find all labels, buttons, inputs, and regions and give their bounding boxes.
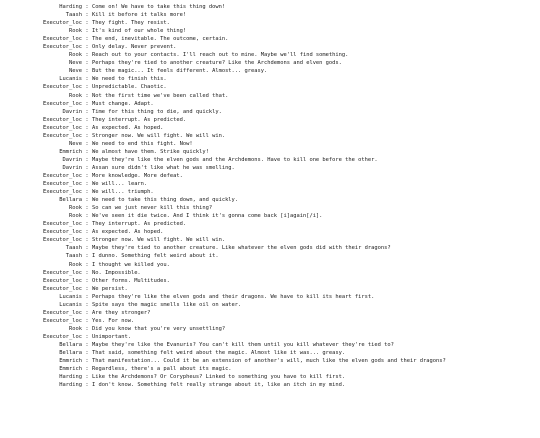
dialogue-text: Maybe they're tied to another creature. Like whatever the elven gods did with their dragons? bbox=[92, 245, 391, 252]
dialogue-text: More knowledge. More defeat. bbox=[92, 172, 183, 179]
speaker-name: Executor_loc bbox=[43, 116, 82, 123]
dialogue-text: Only delay. Never prevent. bbox=[92, 44, 177, 51]
dialogue-text: Maybe they're like the Evanuris? You can't kill them until you kill whatever they're tied to? bbox=[92, 341, 394, 348]
dialogue-line bbox=[0, 172, 540, 180]
speaker-name: Executor_loc bbox=[43, 237, 82, 244]
speaker-name: Neve bbox=[69, 140, 82, 147]
speaker-separator: : bbox=[85, 229, 89, 236]
dialogue-line bbox=[0, 124, 540, 132]
speaker-name: Executor_loc bbox=[43, 309, 82, 316]
dialogue-text: Unimportant. bbox=[92, 333, 131, 340]
speaker-separator: : bbox=[85, 156, 89, 163]
speaker-name: Neve bbox=[69, 60, 82, 67]
speaker-name: Harding bbox=[59, 382, 82, 389]
speaker-separator: : bbox=[85, 92, 89, 99]
speaker-separator: : bbox=[85, 140, 89, 147]
speaker-name: Lucanis bbox=[59, 301, 82, 308]
dialogue-text: Not the first time we've been called that. bbox=[92, 92, 229, 99]
speaker-separator: : bbox=[85, 84, 89, 91]
dialogue-text: That said, something felt weird about the magic. Almost like it was... greasy. bbox=[92, 350, 346, 357]
dialogue-text: Other forms. Multitudes. bbox=[92, 277, 170, 284]
speaker-separator: : bbox=[85, 116, 89, 123]
dialogue-line bbox=[0, 59, 540, 67]
dialogue-text: Regardless, there's a pall about its magic. bbox=[92, 366, 232, 373]
speaker-name: Executor_loc bbox=[43, 317, 82, 324]
speaker-separator: : bbox=[85, 164, 89, 171]
speaker-name: Taash bbox=[65, 12, 82, 19]
dialogue-text: Unpredictable. Chaotic. bbox=[92, 84, 167, 91]
dialogue-text: Did you know that you're very unsettling? bbox=[92, 325, 226, 332]
speaker-name: Harding bbox=[59, 4, 82, 10]
dialogue-line bbox=[0, 196, 540, 204]
speaker-name: Taash bbox=[65, 253, 82, 260]
dialogue-text: Spite says the magic smells like oil on water. bbox=[92, 301, 242, 308]
dialogue-line bbox=[0, 19, 540, 27]
speaker-separator: : bbox=[85, 277, 89, 284]
dialogue-line bbox=[0, 365, 540, 373]
speaker-name: Executor_loc bbox=[43, 181, 82, 188]
dialogue-text: We need to finish this. bbox=[92, 76, 167, 83]
speaker-separator: : bbox=[85, 382, 89, 389]
speaker-name: Rook bbox=[69, 92, 82, 99]
speaker-name: Davrin bbox=[62, 156, 82, 163]
dialogue-text: So can we just never kill this thing? bbox=[92, 205, 213, 212]
dialogue-text: We need to take this thing down, and quickly. bbox=[92, 197, 239, 204]
speaker-separator: : bbox=[85, 28, 89, 35]
speaker-name: Executor_loc bbox=[43, 189, 82, 196]
dialogue-line bbox=[0, 325, 540, 333]
dialogue-line bbox=[0, 188, 540, 196]
dialogue-line bbox=[0, 164, 540, 172]
speaker-name: Taash bbox=[65, 245, 82, 252]
speaker-separator: : bbox=[85, 76, 89, 83]
speaker-name: Harding bbox=[59, 374, 82, 381]
speaker-separator: : bbox=[85, 245, 89, 252]
dialogue-text: No. Impossible. bbox=[92, 269, 141, 276]
speaker-separator: : bbox=[85, 44, 89, 51]
speaker-separator: : bbox=[85, 237, 89, 244]
dialogue-text: Like the Archdemons? Or Corypheus? Linked to something you have to kill first. bbox=[92, 374, 346, 381]
speaker-separator: : bbox=[85, 52, 89, 59]
speaker-separator: : bbox=[85, 4, 89, 10]
dialogue-line bbox=[0, 3, 540, 11]
dialogue-text: Must change. Adapt. bbox=[92, 100, 154, 107]
speaker-name: Executor_loc bbox=[43, 100, 82, 107]
speaker-separator: : bbox=[85, 221, 89, 228]
dialogue-text: I dunno. Something felt weird about it. bbox=[92, 253, 219, 260]
dialogue-line bbox=[0, 357, 540, 365]
speaker-separator: : bbox=[85, 333, 89, 340]
speaker-separator: : bbox=[85, 124, 89, 131]
dialogue-text: They fight. They resist. bbox=[92, 20, 170, 27]
speaker-name: Rook bbox=[69, 205, 82, 212]
speaker-name: Neve bbox=[69, 68, 82, 75]
speaker-separator: : bbox=[85, 358, 89, 365]
dialogue-line bbox=[0, 285, 540, 293]
speaker-name: Rook bbox=[69, 325, 82, 332]
dialogue-line bbox=[0, 212, 540, 220]
speaker-separator: : bbox=[85, 181, 89, 188]
speaker-name: Davrin bbox=[62, 164, 82, 171]
speaker-name: Emmrich bbox=[59, 366, 82, 373]
dialogue-line bbox=[0, 148, 540, 156]
speaker-separator: : bbox=[85, 172, 89, 179]
dialogue-line bbox=[0, 35, 540, 43]
speaker-name: Executor_loc bbox=[43, 124, 82, 131]
speaker-separator: : bbox=[85, 100, 89, 107]
speaker-separator: : bbox=[85, 20, 89, 27]
speaker-name: Lucanis bbox=[59, 76, 82, 83]
dialogue-line bbox=[0, 269, 540, 277]
speaker-name: Rook bbox=[69, 52, 82, 59]
speaker-name: Executor_loc bbox=[43, 269, 82, 276]
speaker-separator: : bbox=[85, 60, 89, 67]
dialogue-text: As expected. As hoped. bbox=[92, 229, 164, 236]
dialogue-log bbox=[0, 3, 540, 389]
speaker-name: Executor_loc bbox=[43, 132, 82, 139]
speaker-name: Executor_loc bbox=[43, 221, 82, 228]
dialogue-line bbox=[0, 261, 540, 269]
speaker-name: Bellara bbox=[59, 197, 82, 204]
speaker-name: Bellara bbox=[59, 341, 82, 348]
speaker-separator: : bbox=[85, 132, 89, 139]
dialogue-line bbox=[0, 309, 540, 317]
dialogue-text: Perhaps they're like the elven gods and their dragons. We have to kill its heart first. bbox=[92, 293, 375, 300]
dialogue-text: Time for this thing to die, and quickly. bbox=[92, 108, 222, 115]
speaker-separator: : bbox=[85, 301, 89, 308]
dialogue-text: We need to end this fight. Now! bbox=[92, 140, 193, 147]
speaker-separator: : bbox=[85, 68, 89, 75]
speaker-name: Emmrich bbox=[59, 358, 82, 365]
dialogue-line bbox=[0, 293, 540, 301]
speaker-separator: : bbox=[85, 108, 89, 115]
dialogue-text: As expected. As hoped. bbox=[92, 124, 164, 131]
dialogue-line bbox=[0, 108, 540, 116]
dialogue-text: We've seen it die twice. And I think it's gonna come back [i]again[/i]. bbox=[92, 213, 323, 220]
dialogue-line bbox=[0, 83, 540, 91]
dialogue-line bbox=[0, 349, 540, 357]
speaker-separator: : bbox=[85, 341, 89, 348]
speaker-separator: : bbox=[85, 293, 89, 300]
dialogue-text: Yes. For now. bbox=[92, 317, 135, 324]
dialogue-line bbox=[0, 92, 540, 100]
speaker-separator: : bbox=[85, 148, 89, 155]
dialogue-line bbox=[0, 140, 540, 148]
speaker-separator: : bbox=[85, 285, 89, 292]
speaker-name: Rook bbox=[69, 213, 82, 220]
speaker-name: Bellara bbox=[59, 350, 82, 357]
speaker-name: Rook bbox=[69, 261, 82, 268]
speaker-name: Executor_loc bbox=[43, 20, 82, 27]
speaker-separator: : bbox=[85, 309, 89, 316]
speaker-separator: : bbox=[85, 12, 89, 19]
dialogue-text: We persist. bbox=[92, 285, 128, 292]
dialogue-text: Come on! We have to take this thing down! bbox=[92, 4, 226, 10]
speaker-name: Executor_loc bbox=[43, 229, 82, 236]
dialogue-line bbox=[0, 116, 540, 124]
dialogue-line bbox=[0, 252, 540, 260]
dialogue-text: They interrupt. As predicted. bbox=[92, 221, 187, 228]
speaker-separator: : bbox=[85, 261, 89, 268]
dialogue-line bbox=[0, 317, 540, 325]
speaker-name: Executor_loc bbox=[43, 36, 82, 43]
dialogue-text: But the magic... It feels different. Almost... greasy. bbox=[92, 68, 268, 75]
dialogue-line bbox=[0, 373, 540, 381]
dialogue-line bbox=[0, 333, 540, 341]
speaker-name: Executor_loc bbox=[43, 44, 82, 51]
speaker-separator: : bbox=[85, 197, 89, 204]
dialogue-line bbox=[0, 51, 540, 59]
dialogue-line bbox=[0, 156, 540, 164]
dialogue-line bbox=[0, 301, 540, 309]
dialogue-text: The end, inevitable. The outcome, certain. bbox=[92, 36, 229, 43]
dialogue-line bbox=[0, 244, 540, 252]
dialogue-text: Kill it before it talks more! bbox=[92, 12, 187, 19]
speaker-name: Emmrich bbox=[59, 148, 82, 155]
dialogue-text: We almost have them. Strike quickly! bbox=[92, 148, 209, 155]
dialogue-line bbox=[0, 67, 540, 75]
speaker-name: Executor_loc bbox=[43, 172, 82, 179]
dialogue-text: Perhaps they're tied to another creature? Like the Archdemons and elven gods. bbox=[92, 60, 342, 67]
dialogue-line bbox=[0, 236, 540, 244]
dialogue-line bbox=[0, 180, 540, 188]
speaker-name: Executor_loc bbox=[43, 84, 82, 91]
speaker-name: Executor_loc bbox=[43, 277, 82, 284]
speaker-name: Executor_loc bbox=[43, 285, 82, 292]
speaker-separator: : bbox=[85, 205, 89, 212]
speaker-separator: : bbox=[85, 374, 89, 381]
speaker-separator: : bbox=[85, 269, 89, 276]
dialogue-text: Are they stronger? bbox=[92, 309, 151, 316]
speaker-separator: : bbox=[85, 325, 89, 332]
dialogue-text: It's kind of our whole thing! bbox=[92, 28, 187, 35]
speaker-name: Davrin bbox=[62, 108, 82, 115]
dialogue-text: We will... triumph. bbox=[92, 189, 154, 196]
speaker-name: Rook bbox=[69, 28, 82, 35]
dialogue-text: I thought we killed you. bbox=[92, 261, 170, 268]
speaker-separator: : bbox=[85, 317, 89, 324]
speaker-separator: : bbox=[85, 189, 89, 196]
dialogue-line bbox=[0, 75, 540, 83]
dialogue-text: Reach out to your contacts. I'll reach out to mine. Maybe we'll find something. bbox=[92, 52, 349, 59]
dialogue-line bbox=[0, 381, 540, 389]
dialogue-line bbox=[0, 100, 540, 108]
dialogue-line bbox=[0, 228, 540, 236]
speaker-separator: : bbox=[85, 350, 89, 357]
dialogue-text: Maybe they're like the elven gods and the Archdemons. Have to kill one before the other. bbox=[92, 156, 378, 163]
speaker-separator: : bbox=[85, 36, 89, 43]
dialogue-line bbox=[0, 220, 540, 228]
dialogue-text: They interrupt. As predicted. bbox=[92, 116, 187, 123]
dialogue-line bbox=[0, 341, 540, 349]
dialogue-line bbox=[0, 132, 540, 140]
speaker-separator: : bbox=[85, 366, 89, 373]
speaker-separator: : bbox=[85, 213, 89, 220]
dialogue-line bbox=[0, 27, 540, 35]
dialogue-line bbox=[0, 204, 540, 212]
dialogue-line bbox=[0, 11, 540, 19]
dialogue-text: That manifestation... Could it be an extension of another's will, much like the elven gods and their dragons? bbox=[92, 358, 446, 365]
dialogue-text: Stronger now. We will fight. We will win. bbox=[92, 237, 226, 244]
dialogue-line bbox=[0, 277, 540, 285]
dialogue-text: Assan sure didn't like what he was smelling. bbox=[92, 164, 235, 171]
speaker-name: Lucanis bbox=[59, 293, 82, 300]
speaker-separator: : bbox=[85, 253, 89, 260]
speaker-name: Executor_loc bbox=[43, 333, 82, 340]
dialogue-text: We will... learn. bbox=[92, 181, 148, 188]
dialogue-line bbox=[0, 43, 540, 51]
dialogue-text: Stronger now. We will fight. We will win. bbox=[92, 132, 226, 139]
dialogue-text: I don't know. Something felt really strange about it, like an itch in my mind. bbox=[92, 382, 346, 389]
